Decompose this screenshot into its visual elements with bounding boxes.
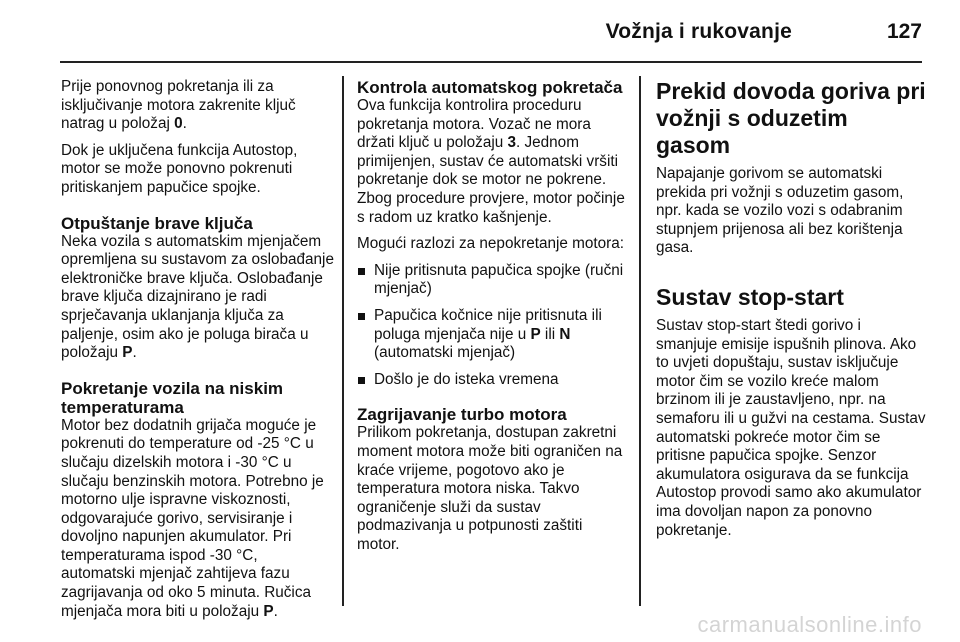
paragraph-key-position: Prije ponovnog pokretanja ili za isključivanje motora zakrenite ključ natrag u položaj 0.: [61, 78, 296, 133]
paragraph-start-failure-intro: Mogući razlozi za nepokretanje motora:: [357, 235, 624, 253]
paragraph-autostop: Dok je uključena funkcija Autostop, motor se može ponovno pokrenuti pritiskanjem papučice spojke.: [61, 141, 298, 196]
start-failure-list: [357, 262, 629, 390]
bullet-marker: [358, 377, 365, 384]
paragraph-key-release: Neka vozila s automatskim mjenjačem opremljena su sustavom za oslobađanje elektroničke brave ključa. Oslobađanje brave ključa dizajnirano je radi sprječavanja uklanjanja ključa za paljenje, osim ako je poluga birača u položaju P.: [61, 232, 334, 362]
heading-low-temperature: Pokretanje vozila na niskim temperaturama: [61, 378, 284, 417]
paragraph-stop-start: Sustav stop-start štedi gorivo i smanjuje emisije ispušnih plinova. Ako to uvjeti dopuštaju, sustav isključuje motor čim se vozilo kreće malom brzinom ili je zaustavljeno, npr. na semaforu ili u gužvi na cestama. Sustav automatski pokreće motor čim se pritisne papučica spojke. Senzor akumulatora osigurava da se funkcija Autostop provodi samo ako akumulator ima dovoljan napon za ponovno pokretanje.: [656, 316, 926, 539]
column-divider-1: [342, 76, 344, 606]
header-title: Vožnja i rukovanje: [605, 20, 792, 43]
column-3: [656, 78, 926, 548]
heading-fuel-cutoff: Prekid dovoda goriva pri vožnji s oduzetim gasom: [656, 78, 926, 158]
bullet-marker: [358, 313, 365, 320]
paragraph-starter-control: Ova funkcija kontrolira proceduru pokretanja motora. Vozač ne mora držati ključ u položaju 3. Jednom primijenjen, sustav će automatski vršiti pokretanje dok se motor ne pokrene. Zbog procedure provjere, motor počinje s radom uz kratko kašnjenje.: [357, 97, 625, 226]
heading-turbo-warmup: Zagrijavanje turbo motora: [357, 405, 567, 425]
heading-key-release: Otpuštanje brave ključa: [61, 213, 253, 233]
column-divider-2: [639, 76, 641, 606]
list-item: Papučica kočnice nije pritisnuta ili poluga mjenjača nije u P ili N (automatski mjenjač): [357, 307, 629, 363]
column-1: [61, 78, 335, 629]
page-number: 127: [886, 20, 922, 43]
header-rule: [60, 61, 922, 63]
paragraph-turbo-warmup: Prilikom pokretanja, dostupan zakretni moment motora može biti ograničen na kraće vrijeme, pogotovo ako je temperatura motora niska. Takvo ograničenje služi da sustav podmazivanja u potpunosti zaštiti motor.: [357, 424, 623, 553]
list-item: Nije pritisnuta papučica spojke (ručni mjenjač): [357, 262, 629, 299]
bullet-marker: [358, 268, 365, 275]
list-item: Došlo je do isteka vremena: [357, 371, 629, 390]
heading-starter-control: Kontrola automatskog pokretača: [357, 78, 623, 97]
heading-stop-start: Sustav stop-start: [656, 283, 844, 310]
column-2: [357, 78, 629, 562]
paragraph-low-temperature: Motor bez dodatnih grijača moguće je pokrenuti do temperature od -25 °C u slučaju dizelskih motora i -30 °C u slučaju benzinskih motora. Potrebno je motorno ulje ispravne viskoznosti, odgovarajuće gorivo, servisiranje i dovoljno napunjen akumulator. Pri temperaturama ispod -30 °C, automatski mjenjač zahtijeva fazu zagrijavanja od oko 5 minuta. Ručica mjenjača mora biti u položaju P.: [61, 416, 324, 620]
watermark: carmanualsonline.info: [697, 612, 922, 637]
paragraph-fuel-cutoff: Napajanje gorivom se automatski prekida pri vožnji s oduzetim gasom, npr. kada se vozilo vozi s odabranim stupnjem prijenosa ali bez korištenja gasa.: [656, 165, 904, 257]
